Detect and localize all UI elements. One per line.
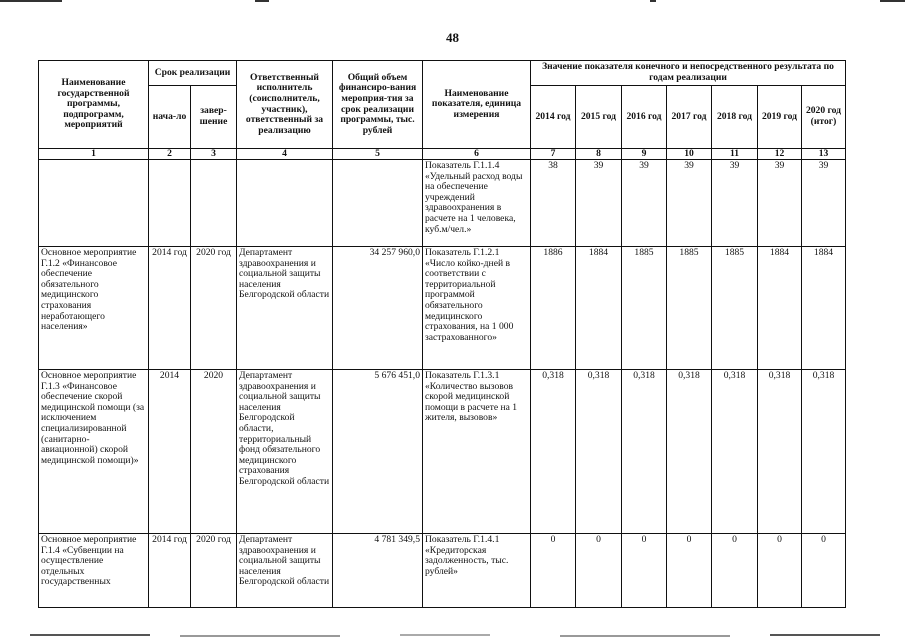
header-name: Наименование государственной программы, подпрограмм, мероприятий xyxy=(39,61,149,149)
indicator-value: 0,318 xyxy=(622,370,667,534)
indicator-value: 39 xyxy=(667,160,712,247)
column-number: 5 xyxy=(333,149,423,160)
header-values: Значение показателя конечного и непосредственного результата по годам реализации xyxy=(531,61,846,86)
header-year: 2014 год xyxy=(531,86,576,149)
indicator-name: Показатель Г.1.4.1 «Кредиторская задолженность, тыс. рублей» xyxy=(423,534,531,608)
table-row xyxy=(39,534,846,608)
indicator-value: 0 xyxy=(667,534,712,608)
start-year: 2014 год xyxy=(149,534,191,608)
indicator-value: 0,318 xyxy=(576,370,622,534)
activity-name xyxy=(39,160,149,247)
end-year: 2020 xyxy=(191,370,237,534)
header-year: 2018 год xyxy=(712,86,758,149)
column-number: 4 xyxy=(237,149,333,160)
funding-volume: 34 257 960,0 xyxy=(333,247,423,370)
indicator-value: 0,318 xyxy=(712,370,758,534)
indicator-value: 1885 xyxy=(712,247,758,370)
header-year: 2016 год xyxy=(622,86,667,149)
column-number: 12 xyxy=(758,149,802,160)
end-year: 2020 год xyxy=(191,247,237,370)
header-start: нача-ло xyxy=(149,86,191,149)
indicator-value: 0,318 xyxy=(531,370,576,534)
indicator-name: Показатель Г.1.1.4 «Удельный расход воды на обеспечение учреждений здравоохранения в расчете на 1 человека, куб.м/чел.» xyxy=(423,160,531,247)
indicator-value: 0 xyxy=(576,534,622,608)
indicators-table xyxy=(38,60,846,608)
indicator-value: 1885 xyxy=(667,247,712,370)
indicator-value: 1884 xyxy=(802,247,846,370)
indicator-value: 39 xyxy=(576,160,622,247)
end-year: 2020 год xyxy=(191,534,237,608)
activity-name: Основное мероприятие Г.1.4 «Субвенции на осуществление отдельных государственных xyxy=(39,534,149,608)
indicator-value: 0 xyxy=(712,534,758,608)
scan-artifact-top xyxy=(0,0,905,3)
header-year: 2017 год xyxy=(667,86,712,149)
header-year: 2020 год (итог) xyxy=(802,86,846,149)
activity-name: Основное мероприятие Г.1.2 «Финансовое обеспечение обязательного медицинского страхования неработающего населения» xyxy=(39,247,149,370)
header-year: 2019 год xyxy=(758,86,802,149)
indicator-value: 0,318 xyxy=(802,370,846,534)
funding-volume: 4 781 349,5 xyxy=(333,534,423,608)
header-volume: Общий объем финансиро-вания мероприя-тия за срок реализации программы, тыс. рублей xyxy=(333,61,423,149)
start-year: 2014 год xyxy=(149,247,191,370)
indicator-value: 38 xyxy=(531,160,576,247)
activity-name: Основное мероприятие Г.1.3 «Финансовое обеспечение скорой медицинской помощи (за исключением специализированной (санитарно-авиационной) скорой медицинской помощи)» xyxy=(39,370,149,534)
header-period: Срок реализации xyxy=(149,61,237,86)
scan-artifact-bottom xyxy=(0,632,905,638)
header-indicator: Наименование показателя, единица измерения xyxy=(423,61,531,149)
end-year xyxy=(191,160,237,247)
column-number: 6 xyxy=(423,149,531,160)
indicator-value: 1885 xyxy=(622,247,667,370)
indicator-value: 39 xyxy=(712,160,758,247)
indicator-value: 0 xyxy=(758,534,802,608)
column-number: 11 xyxy=(712,149,758,160)
start-year xyxy=(149,160,191,247)
indicator-value: 1884 xyxy=(576,247,622,370)
indicator-value: 0,318 xyxy=(667,370,712,534)
indicator-value: 0,318 xyxy=(758,370,802,534)
indicator-value: 1886 xyxy=(531,247,576,370)
header-end: завер-шение xyxy=(191,86,237,149)
funding-volume: 5 676 451,0 xyxy=(333,370,423,534)
page-number: 48 xyxy=(446,30,459,45)
indicator-value: 0 xyxy=(531,534,576,608)
indicator-value: 39 xyxy=(758,160,802,247)
column-number: 2 xyxy=(149,149,191,160)
column-number: 3 xyxy=(191,149,237,160)
responsible-executor: Департамент здравоохранения и социальной защиты населения Белгородской области, территориальный фонд обязательного медицинского страхования Белгородской области xyxy=(237,370,333,534)
indicator-value: 1884 xyxy=(758,247,802,370)
responsible-executor: Департамент здравоохранения и социальной защиты населения Белгородской области xyxy=(237,534,333,608)
responsible-executor xyxy=(237,160,333,247)
header-responsible: Ответственный исполнитель (соисполнитель, участник), ответственный за реализацию xyxy=(237,61,333,149)
start-year: 2014 xyxy=(149,370,191,534)
column-number: 1 xyxy=(39,149,149,160)
indicator-value: 0 xyxy=(622,534,667,608)
header-year: 2015 год xyxy=(576,86,622,149)
table-row xyxy=(39,370,846,534)
indicator-name: Показатель Г.1.2.1 «Число койко-дней в соответствии с территориальной программой обязательного медицинского страхования, на 1 000 застрахованного» xyxy=(423,247,531,370)
indicator-value: 0 xyxy=(802,534,846,608)
table-row xyxy=(39,160,846,247)
funding-volume xyxy=(333,160,423,247)
column-number: 9 xyxy=(622,149,667,160)
indicator-value: 39 xyxy=(802,160,846,247)
responsible-executor: Департамент здравоохранения и социальной защиты населения Белгородской области xyxy=(237,247,333,370)
indicator-value: 39 xyxy=(622,160,667,247)
column-numbers-row xyxy=(39,149,846,160)
column-number: 8 xyxy=(576,149,622,160)
table-row xyxy=(39,247,846,370)
header-row-1 xyxy=(39,61,846,86)
indicator-name: Показатель Г.1.3.1 «Количество вызовов скорой медицинской помощи в расчете на 1 жителя, вызовов» xyxy=(423,370,531,534)
column-number: 13 xyxy=(802,149,846,160)
column-number: 7 xyxy=(531,149,576,160)
column-number: 10 xyxy=(667,149,712,160)
